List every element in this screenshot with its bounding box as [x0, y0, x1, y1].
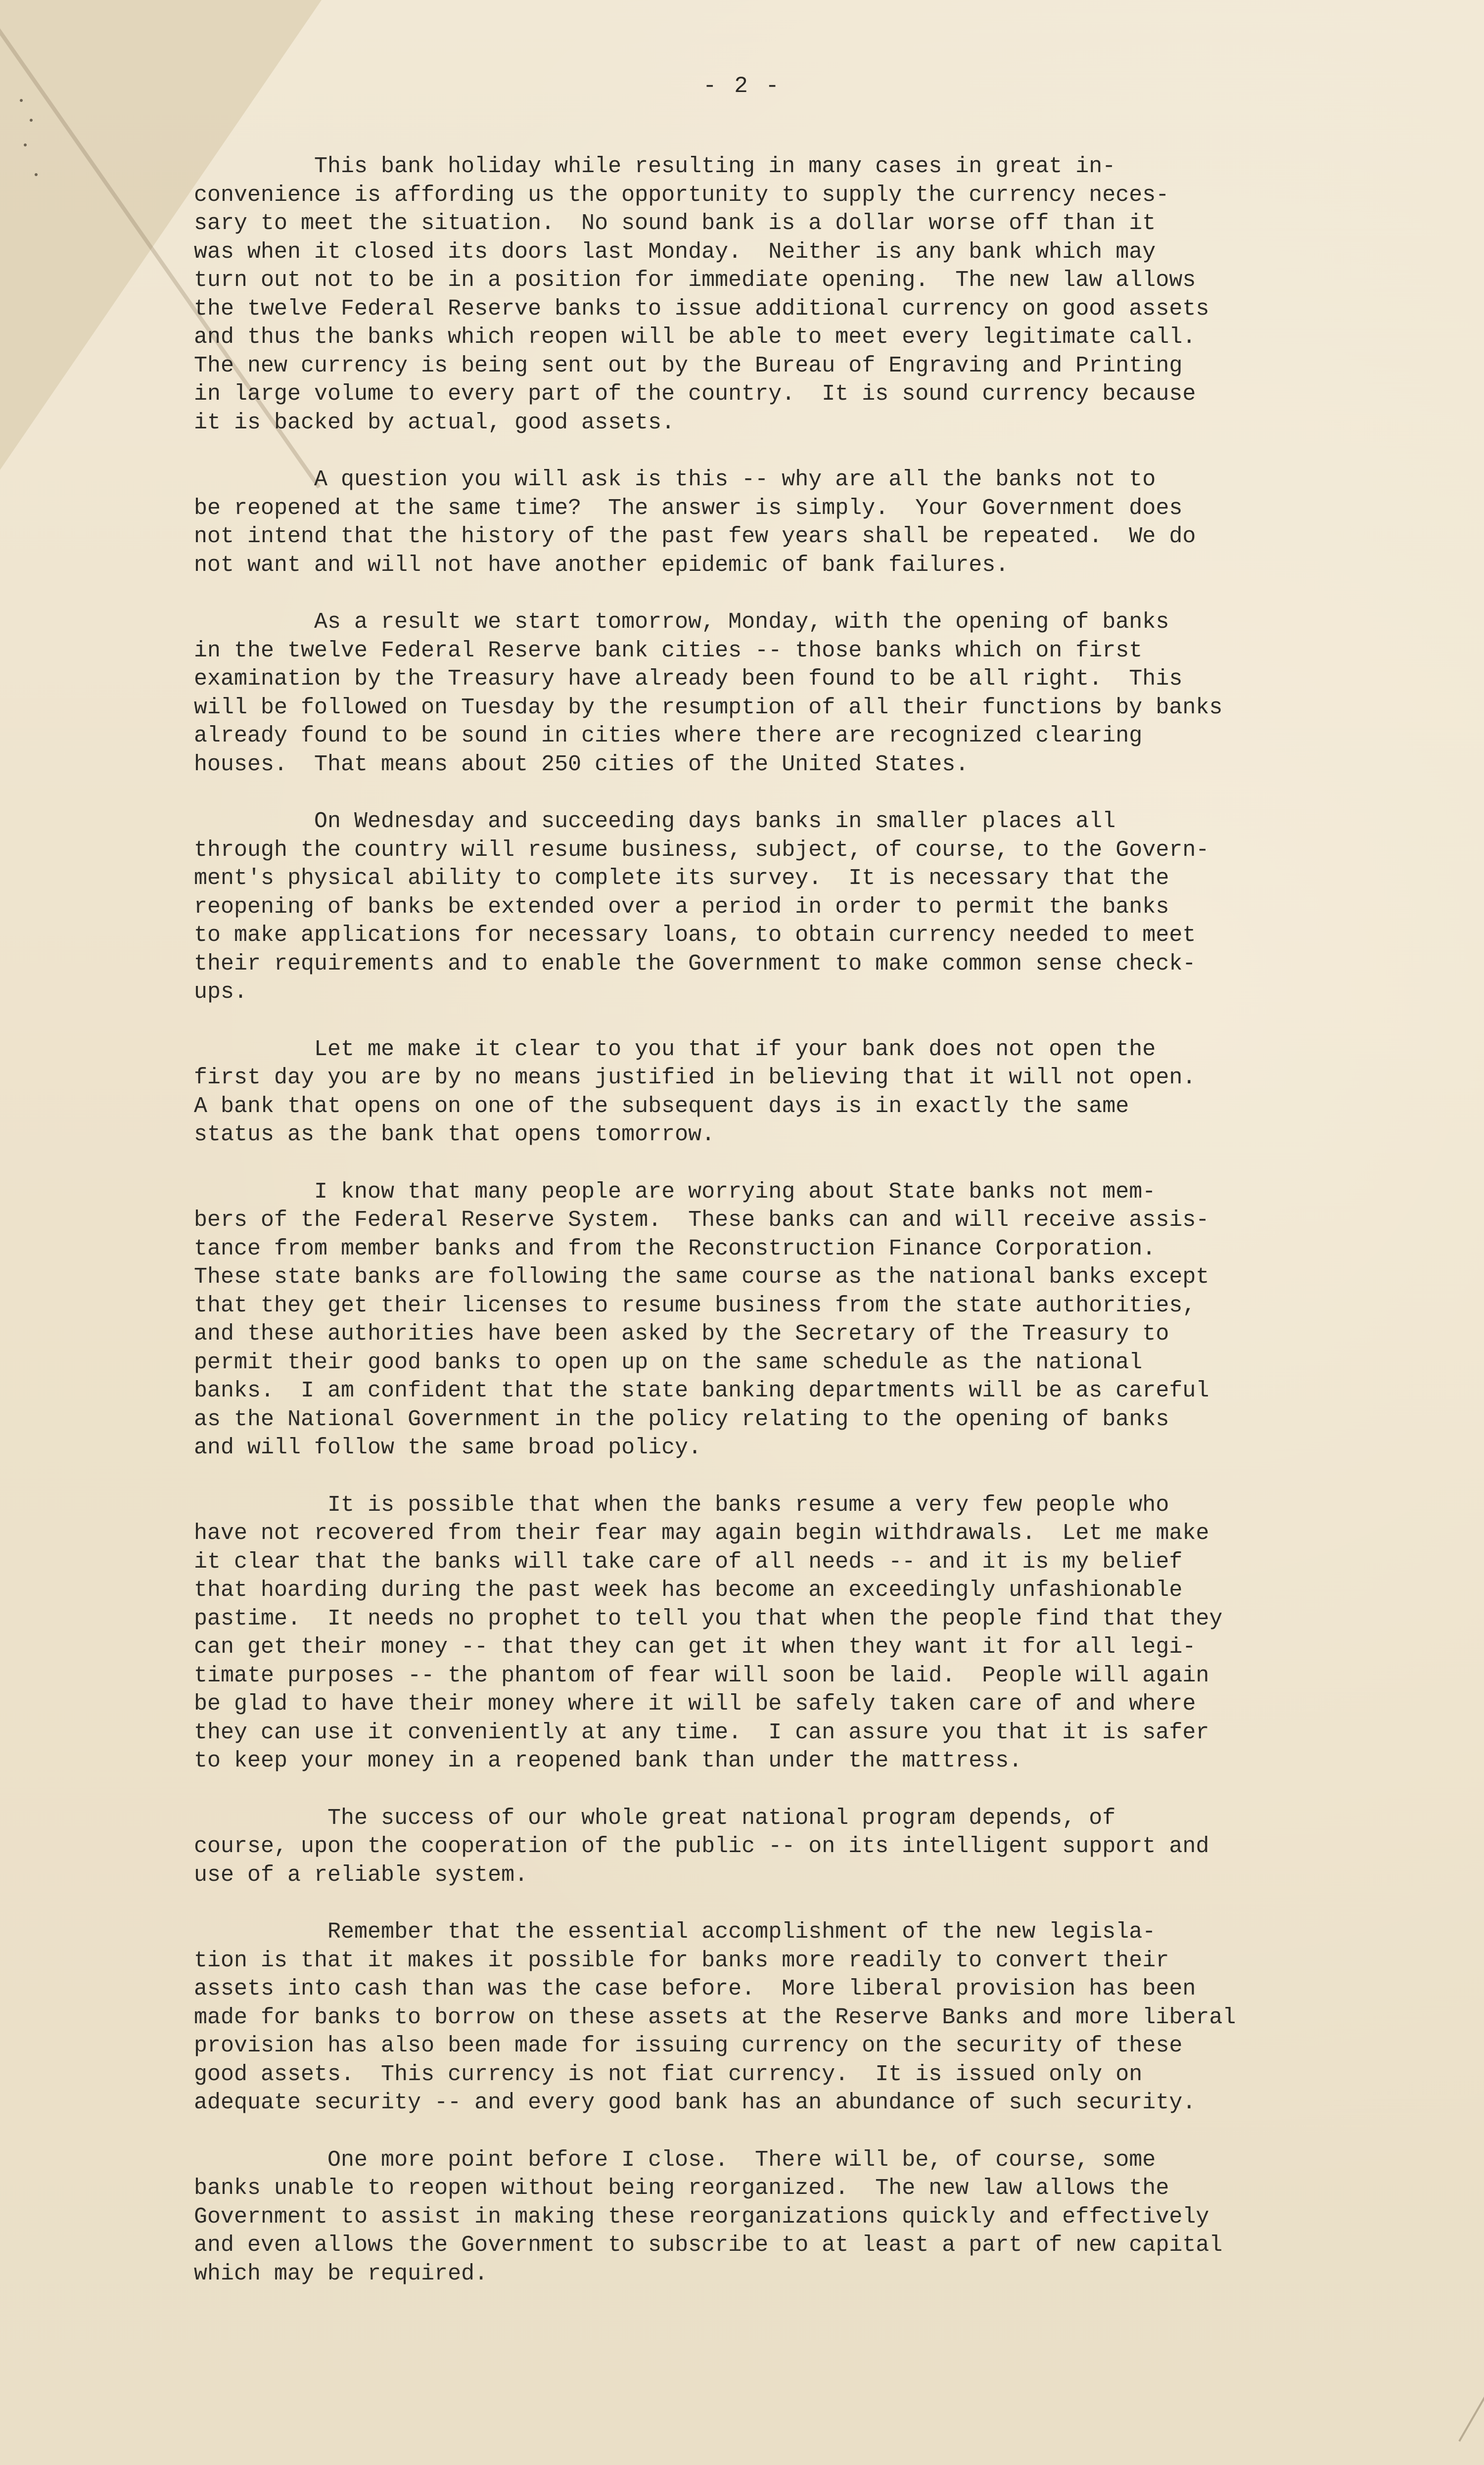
text-line: to keep your money in a reopened bank than under the mattress.	[194, 1748, 1022, 1773]
text-line: which may be required.	[194, 2261, 488, 2286]
text-line: will be followed on Tuesday by the resumption of all their functions by banks	[194, 695, 1223, 720]
text-line: good assets. This currency is not fiat currency. It is issued only on	[194, 2061, 1143, 2087]
text-line: not want and will not have another epidemic of bank failures.	[194, 552, 1009, 578]
text-line: made for banks to borrow on these assets at the Reserve Banks and more liberal	[194, 2004, 1236, 2030]
paper-specks	[15, 99, 45, 218]
page-number: - 2 -	[702, 73, 782, 99]
text-line: This bank holiday while resulting in many cases in great in-	[194, 154, 1116, 179]
text-line: and these authorities have been asked by the Secretary of the Treasury to	[194, 1321, 1169, 1347]
text-line: as the National Government in the policy relating to the opening of banks	[194, 1406, 1169, 1432]
letter-body	[194, 152, 1346, 2317]
text-line: Remember that the essential accomplishment of the new legisla-	[194, 1919, 1156, 1945]
text-line: Government to assist in making these reorganizations quickly and effectively	[194, 2204, 1209, 2230]
text-line: These state banks are following the same course as the national banks except	[194, 1264, 1209, 1290]
paragraph-7	[194, 1491, 1346, 1775]
text-line: On Wednesday and succeeding days banks in smaller places all	[194, 809, 1116, 834]
text-line: houses. That means about 250 cities of the United States.	[194, 751, 969, 777]
text-line: I know that many people are worrying about State banks not mem-	[194, 1179, 1156, 1205]
text-line: it is backed by actual, good assets.	[194, 410, 675, 435]
text-line: to make applications for necessary loans, to obtain currency needed to meet	[194, 923, 1196, 948]
paragraph-5	[194, 1035, 1346, 1149]
text-line: examination by the Treasury have already been found to be all right. This	[194, 666, 1183, 692]
text-line: A question you will ask is this -- why are all the banks not to	[194, 467, 1156, 492]
text-line: course, upon the cooperation of the public -- on its intelligent support and	[194, 1834, 1209, 1859]
paragraph-10	[194, 2146, 1346, 2288]
text-line: already found to be sound in cities where there are recognized clearing	[194, 723, 1143, 748]
text-line: banks unable to reopen without being reorganized. The new law allows the	[194, 2176, 1169, 2201]
text-line: adequate security -- and every good bank has an abundance of such security.	[194, 2090, 1196, 2115]
text-line: through the country will resume business, subject, of course, to the Govern-	[194, 837, 1209, 863]
text-line: convenience is affording us the opportunity to supply the currency neces-	[194, 182, 1169, 208]
text-line: tance from member banks and from the Reconstruction Finance Corporation.	[194, 1236, 1156, 1261]
text-line: timate purposes -- the phantom of fear will soon be laid. People will again	[194, 1663, 1209, 1688]
text-line: have not recovered from their fear may again begin withdrawals. Let me make	[194, 1521, 1209, 1546]
text-line: The success of our whole great national program depends, of	[194, 1805, 1116, 1831]
edge-mark	[1458, 2389, 1484, 2442]
speck	[20, 99, 23, 102]
text-line: they can use it conveniently at any time. I can assure you that it is safer	[194, 1720, 1209, 1745]
text-line: status as the bank that opens tomorrow.	[194, 1122, 715, 1147]
text-line: in large volume to every part of the country. It is sound currency because	[194, 381, 1196, 407]
text-line: banks. I am confident that the state banking departments will be as careful	[194, 1378, 1209, 1403]
text-line: assets into cash than was the case before. More liberal provision has been	[194, 1976, 1196, 2001]
text-line: the twelve Federal Reserve banks to issue additional currency on good assets	[194, 296, 1209, 322]
text-line: pastime. It needs no prophet to tell you that when the people find that they	[194, 1606, 1223, 1631]
text-line: It is possible that when the banks resume a very few people who	[194, 1492, 1169, 1518]
paragraph-4	[194, 807, 1346, 1007]
text-line: reopening of banks be extended over a period in order to permit the banks	[194, 894, 1169, 920]
text-line: Let me make it clear to you that if your bank does not open the	[194, 1036, 1156, 1062]
paragraph-2	[194, 465, 1346, 579]
text-line: bers of the Federal Reserve System. These banks can and will receive assis-	[194, 1208, 1209, 1233]
text-line: and even allows the Government to subscribe to at least a part of new capital	[194, 2232, 1223, 2258]
text-line: and thus the banks which reopen will be able to meet every legitimate call.	[194, 325, 1196, 350]
paragraph-1	[194, 152, 1346, 437]
text-line: their requirements and to enable the Government to make common sense check-	[194, 951, 1196, 977]
text-line: in the twelve Federal Reserve bank cities -- those banks which on first	[194, 638, 1143, 663]
text-line: use of a reliable system.	[194, 1862, 528, 1888]
text-line: provision has also been made for issuing currency on the security of these	[194, 2033, 1183, 2058]
text-line: it clear that the banks will take care of all needs -- and it is my belief	[194, 1549, 1183, 1575]
paragraph-3	[194, 608, 1346, 779]
text-line: sary to meet the situation. No sound bank is a dollar worse off than it	[194, 211, 1156, 236]
text-line: that they get their licenses to resume business from the state authorities,	[194, 1293, 1196, 1318]
text-line: As a result we start tomorrow, Monday, with the opening of banks	[194, 609, 1169, 635]
text-line: The new currency is being sent out by the Bureau of Engraving and Printing	[194, 353, 1183, 378]
paragraph-9	[194, 1918, 1346, 2117]
text-line: ment's physical ability to complete its survey. It is necessary that the	[194, 866, 1169, 891]
text-line: that hoarding during the past week has become an exceedingly unfashionable	[194, 1578, 1183, 1603]
text-line: ups.	[194, 979, 248, 1005]
text-line: turn out not to be in a position for immediate opening. The new law allows	[194, 268, 1196, 293]
speck	[35, 173, 38, 176]
speck	[30, 119, 33, 122]
paragraph-6	[194, 1178, 1346, 1462]
text-line: tion is that it makes it possible for banks more readily to convert their	[194, 1948, 1169, 1973]
text-line: first day you are by no means justified in believing that it will not open.	[194, 1065, 1196, 1090]
text-line: be glad to have their money where it will be safely taken care of and where	[194, 1691, 1196, 1717]
text-line: can get their money -- that they can get it when they want it for all legi-	[194, 1634, 1196, 1660]
text-line: and will follow the same broad policy.	[194, 1435, 702, 1460]
text-line: One more point before I close. There will be, of course, some	[194, 2147, 1156, 2173]
text-line: A bank that opens on one of the subsequent days is in exactly the same	[194, 1093, 1129, 1119]
text-line: be reopened at the same time? The answer is simply. Your Government does	[194, 495, 1183, 521]
text-line: not intend that the history of the past few years shall be repeated. We do	[194, 524, 1196, 549]
paragraph-8	[194, 1804, 1346, 1890]
speck	[24, 143, 27, 146]
text-line: was when it closed its doors last Monday. Neither is any bank which may	[194, 239, 1156, 265]
text-line: permit their good banks to open up on the same schedule as the national	[194, 1349, 1143, 1375]
